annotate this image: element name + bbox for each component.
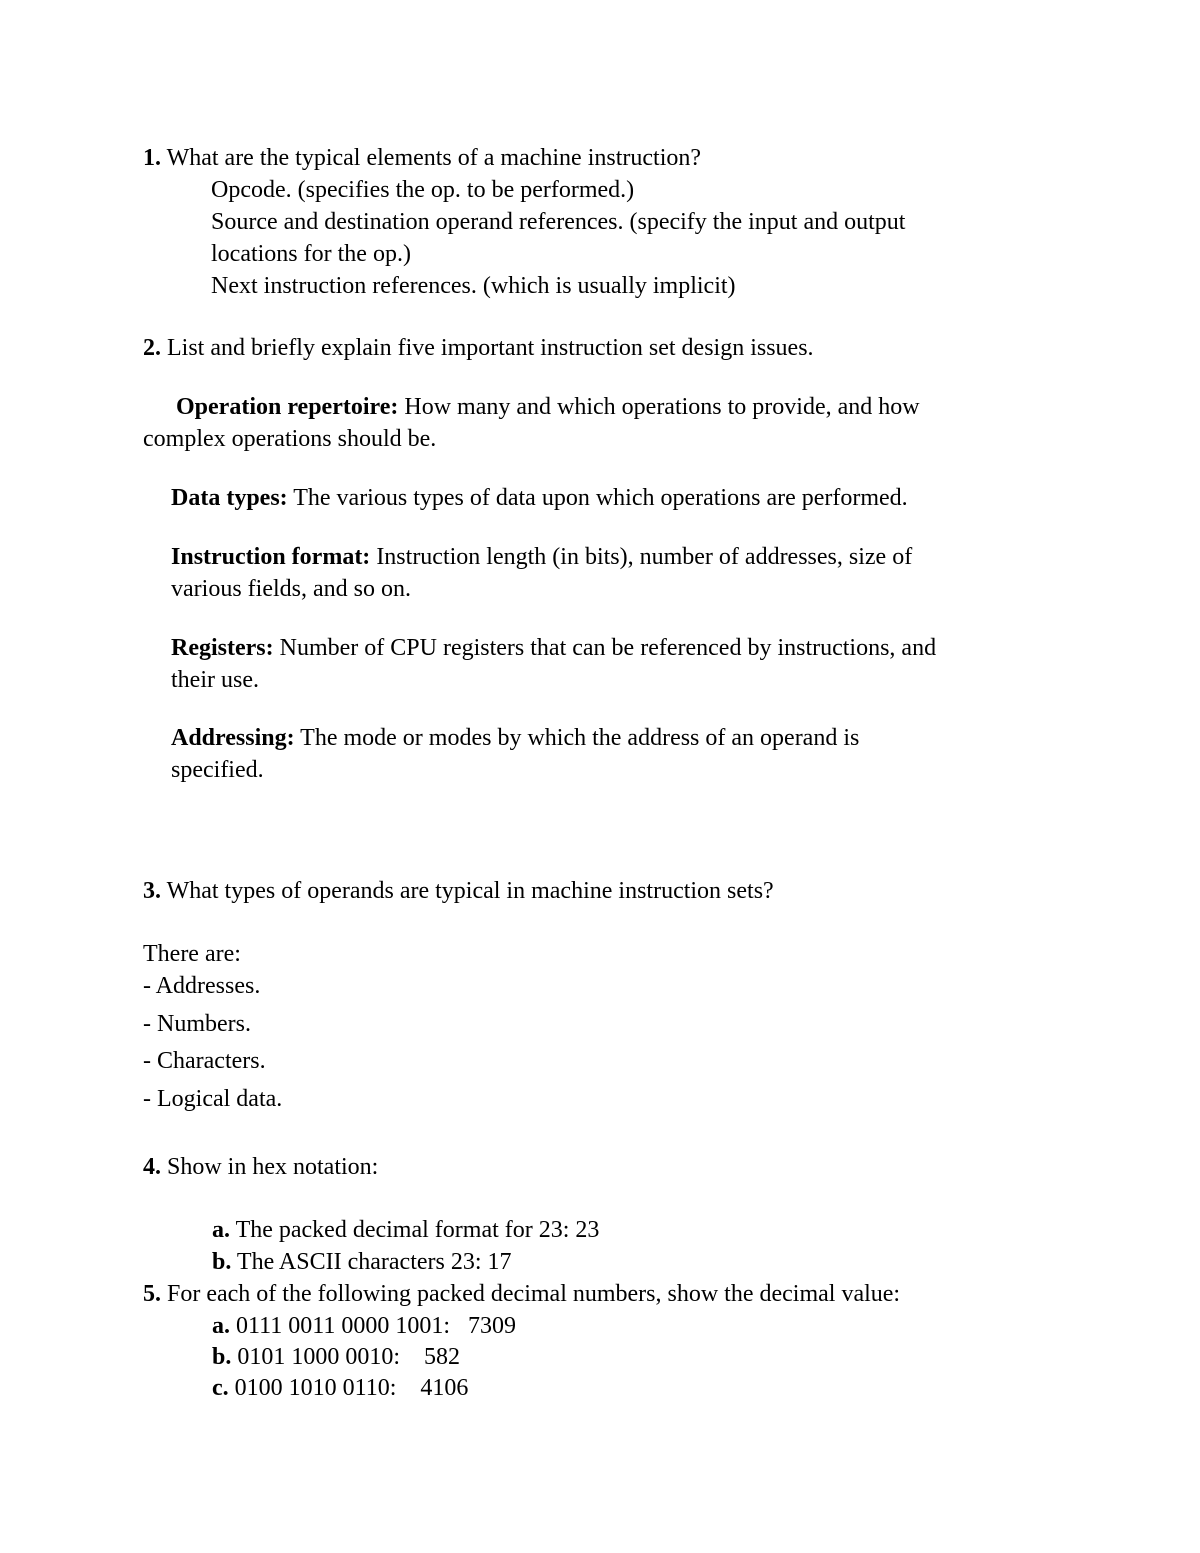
q2-registers-text: Number of CPU registers that can be referenced by instructions, and: [273, 635, 937, 661]
q5-answer-a: [212, 1310, 516, 1342]
q3-question-text: What types of operands are typical in machine instruction sets?: [161, 878, 774, 904]
q4-question: [143, 1151, 378, 1183]
q2-inst-format-text: Instruction length (in bits), number of addresses, size of: [370, 544, 913, 570]
q3-question: [143, 875, 774, 907]
q2-number: 2.: [143, 335, 161, 361]
q5-a-label: a.: [212, 1313, 230, 1339]
q2-instruction-format: [171, 541, 912, 573]
q3-item-logical-data: - Logical data.: [143, 1086, 283, 1112]
q4-answer-b: [212, 1246, 512, 1278]
q2-data-types: [171, 482, 908, 514]
q2-data-types-text: The various types of data upon which operations are performed.: [287, 485, 908, 511]
q4-a-text: The packed decimal format for 23: 23: [230, 1217, 600, 1243]
q4-a-label: a.: [212, 1217, 230, 1243]
q2-registers-term: Registers:: [171, 635, 274, 661]
q2-inst-format-line2: various fields, and so on.: [171, 576, 411, 602]
q1-answer-opcode: Opcode. (specifies the op. to be performed.): [211, 177, 635, 203]
q2-addressing-text: The mode or modes by which the address of an operand is: [294, 725, 860, 751]
q4-number: 4.: [143, 1154, 161, 1180]
q5-answer-c: [212, 1372, 468, 1404]
q1-number: 1.: [143, 145, 161, 171]
q3-number: 3.: [143, 878, 161, 904]
q2-question: [143, 332, 814, 364]
q2-addressing-term: Addressing:: [171, 725, 295, 751]
q2-registers: [171, 632, 936, 664]
q5-c-text: 0100 1010 0110: 4106: [228, 1375, 469, 1401]
q2-op-rep-term: Operation repertoire:: [176, 394, 399, 420]
q2-registers-line2: their use.: [171, 667, 259, 693]
q5-b-text: 0101 1000 0010: 582: [231, 1344, 461, 1370]
q4-b-text: The ASCII characters 23: 17: [231, 1249, 512, 1275]
q4-answer-a: [212, 1214, 599, 1246]
q5-question: [143, 1278, 900, 1310]
q5-a-text: 0111 0011 0000 1001: 7309: [230, 1313, 516, 1339]
q2-data-types-term: Data types:: [171, 485, 288, 511]
q1-question-text: What are the typical elements of a machine instruction?: [161, 145, 702, 171]
q2-addressing: [171, 722, 859, 754]
q2-operation-repertoire: [176, 391, 920, 423]
q5-number: 5.: [143, 1281, 161, 1307]
q3-intro: There are:: [143, 941, 241, 967]
q5-question-text: For each of the following packed decimal numbers, show the decimal value:: [161, 1281, 901, 1307]
q5-b-label: b.: [212, 1344, 232, 1370]
q2-inst-format-term: Instruction format:: [171, 544, 371, 570]
q3-item-characters: - Characters.: [143, 1048, 266, 1074]
q2-addressing-line2: specified.: [171, 757, 264, 783]
q2-question-text: List and briefly explain five important instruction set design issues.: [161, 335, 814, 361]
q3-item-addresses: - Addresses.: [143, 973, 261, 999]
q1-question: [143, 142, 701, 174]
q5-c-label: c.: [212, 1375, 229, 1401]
q5-answer-b: [212, 1341, 460, 1373]
q1-answer-operands-line1: Source and destination operand references. (specify the input and output: [211, 209, 906, 235]
q1-answer-operands-line2: locations for the op.): [211, 241, 411, 267]
q4-b-label: b.: [212, 1249, 232, 1275]
q3-item-numbers: - Numbers.: [143, 1011, 251, 1037]
q1-answer-next-instruction: Next instruction references. (which is usually implicit): [211, 273, 736, 299]
q2-op-rep-line2: complex operations should be.: [143, 426, 437, 452]
q4-question-text: Show in hex notation:: [161, 1154, 379, 1180]
q2-op-rep-text: How many and which operations to provide, and how: [398, 394, 920, 420]
